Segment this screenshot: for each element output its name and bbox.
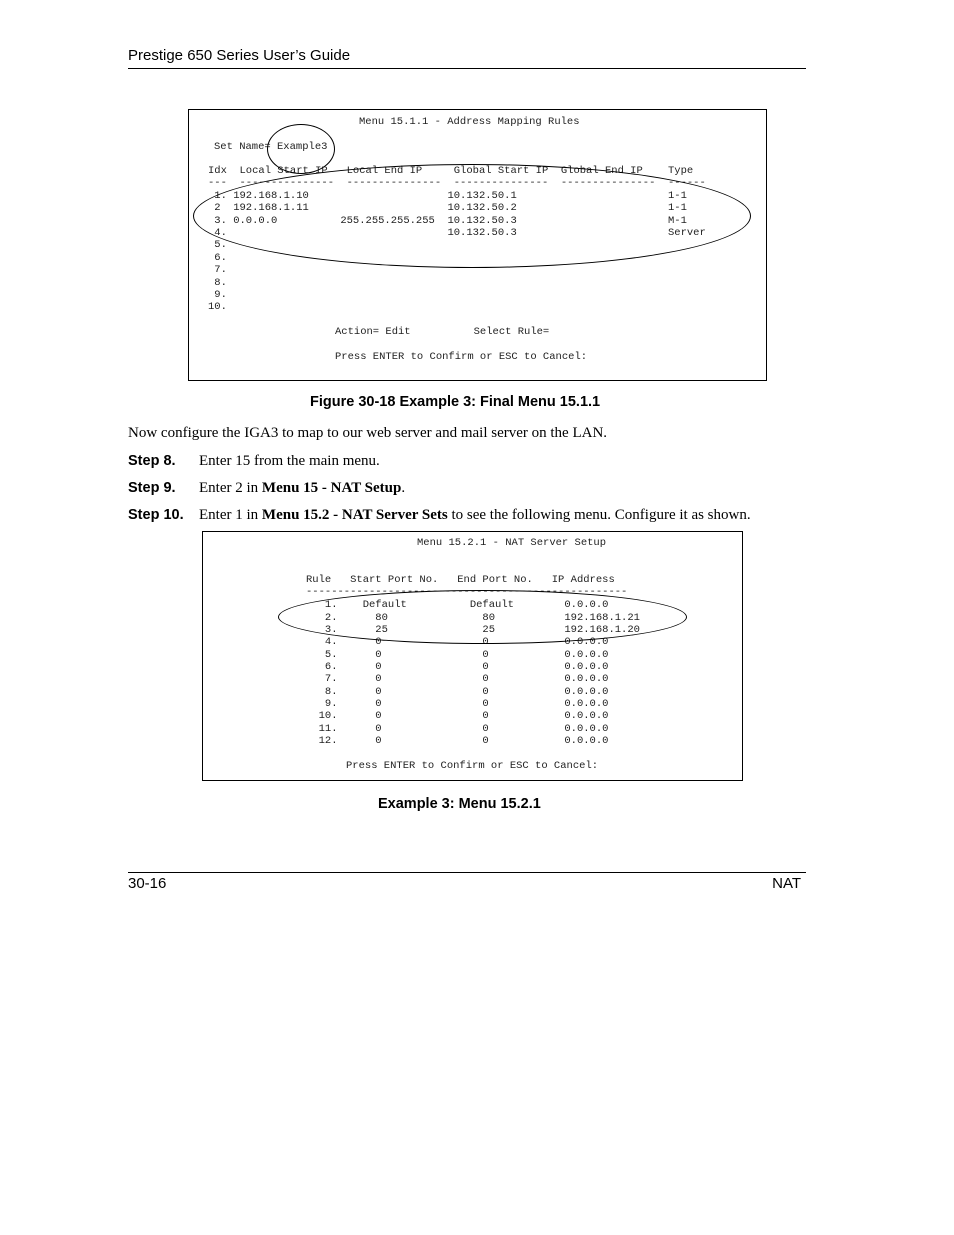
table-row: 1. 192.168.1.10 10.132.50.1 1-1 <box>208 190 687 202</box>
table-row: 7. <box>208 264 227 276</box>
rows-highlight-ellipse <box>193 164 751 268</box>
intro-paragraph: Now configure the IGA3 to map to our web server and mail server on the LAN. <box>128 425 608 441</box>
action-line: Action= Edit Select Rule= <box>335 326 550 338</box>
figure-caption: Figure 30-18 Example 3: Final Menu 15.1.1 <box>310 394 601 410</box>
table-row: 5. 0 0 0.0.0.0 <box>306 649 609 661</box>
step-label: Step 9. <box>128 480 176 496</box>
set-name-highlight-circle <box>267 124 335 174</box>
table-row: 6. 0 0 0.0.0.0 <box>306 661 609 673</box>
table-row: 10. 0 0 0.0.0.0 <box>306 710 609 722</box>
table-row: 9. 0 0 0.0.0.0 <box>306 698 609 710</box>
footer-section: NAT <box>772 875 801 892</box>
step-label: Step 10. <box>128 507 184 523</box>
table-row: 12. 0 0 0.0.0.0 <box>306 735 609 747</box>
table-row: 7. 0 0 0.0.0.0 <box>306 673 609 685</box>
column-header: Rule Start Port No. End Port No. IP Address <box>306 574 615 586</box>
table-row: 2. 80 80 192.168.1.21 <box>306 612 640 624</box>
table-row: 9. <box>208 289 227 301</box>
table-row: 3. 0.0.0.0 255.255.255.255 10.132.50.3 M-1 <box>208 215 687 227</box>
step-label: Step 8. <box>128 453 176 469</box>
column-dashes: --- --------------- --------------- --------------- --------------- ------ <box>208 177 706 189</box>
step-text: Enter 2 in Menu 15 - NAT Setup. <box>199 480 406 496</box>
table-row: 10. <box>208 301 227 313</box>
menu-title: Menu 15.2.1 - NAT Server Setup <box>417 537 607 549</box>
table-row: 1. Default Default 0.0.0.0 <box>306 599 609 611</box>
press-enter-line: Press ENTER to Confirm or ESC to Cancel: <box>346 760 599 772</box>
column-dashes: --------------------------------------------------- <box>306 586 628 598</box>
footer-rule <box>128 872 806 873</box>
figure-caption: Example 3: Menu 15.2.1 <box>378 796 541 812</box>
footer-page-number: 30-16 <box>128 875 167 892</box>
header-rule <box>128 68 806 69</box>
table-row: 2 192.168.1.11 10.132.50.2 1-1 <box>208 202 687 214</box>
step-text: Enter 1 in Menu 15.2 - NAT Server Sets to see the following menu. Configure it as shown. <box>199 507 751 523</box>
table-row: 4. 10.132.50.3 Server <box>208 227 706 239</box>
table-row: 6. <box>208 252 227 264</box>
table-row: 8. <box>208 277 227 289</box>
column-header: Idx Local Start IP Local End IP Global Start IP Global End IP Type <box>208 165 694 177</box>
table-row: 8. 0 0 0.0.0.0 <box>306 686 609 698</box>
set-name-line: Set Name= Example3 <box>214 141 328 153</box>
page-header-title: Prestige 650 Series User’s Guide <box>128 47 351 64</box>
menu-15-2-1-screen <box>202 531 743 781</box>
press-enter-line: Press ENTER to Confirm or ESC to Cancel: <box>335 351 588 363</box>
table-row: 5. <box>208 239 227 251</box>
menu-title: Menu 15.1.1 - Address Mapping Rules <box>359 116 580 128</box>
rows-highlight-ellipse <box>278 590 687 644</box>
table-row: 4. 0 0 0.0.0.0 <box>306 636 609 648</box>
table-row: 11. 0 0 0.0.0.0 <box>306 723 609 735</box>
step-text: Enter 15 from the main menu. <box>199 453 380 469</box>
table-row: 3. 25 25 192.168.1.20 <box>306 624 640 636</box>
